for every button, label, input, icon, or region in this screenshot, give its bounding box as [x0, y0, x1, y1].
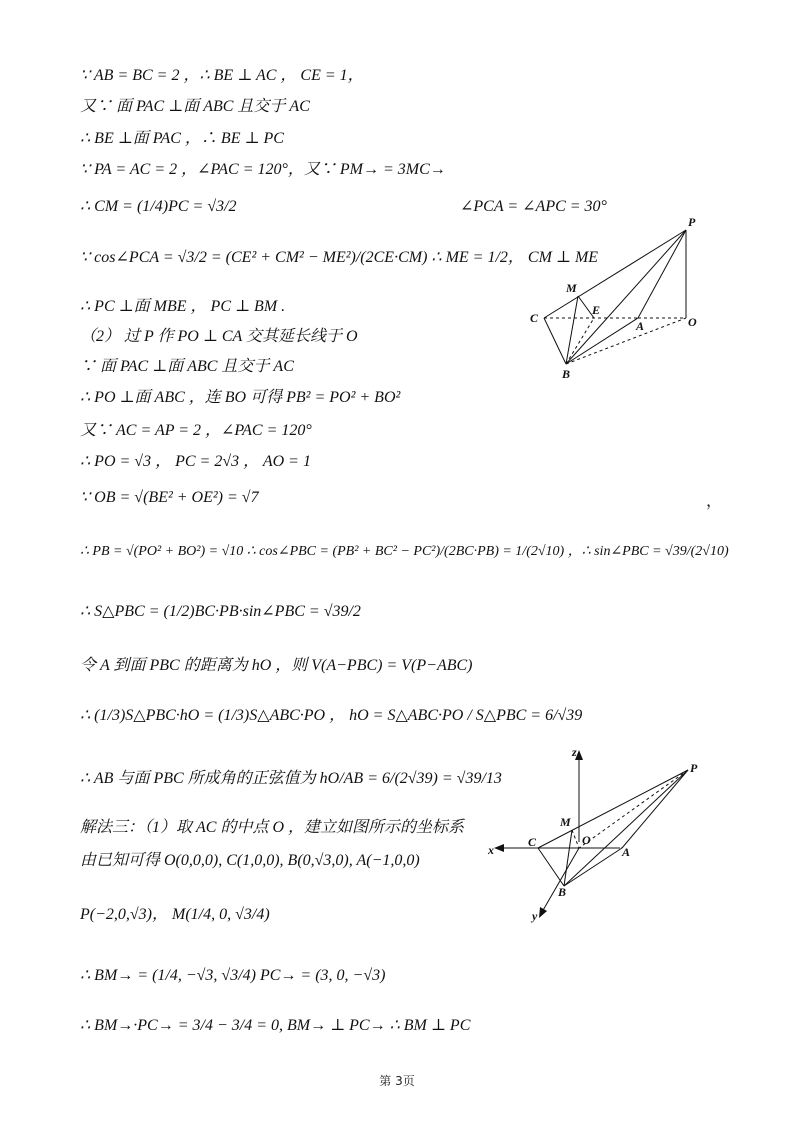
line-20: 由已知可得 O(0,0,0), C(1,0,0), B(0,√3,0), A(−1,0,0) — [80, 852, 420, 869]
label-B: B — [562, 367, 571, 381]
label-O: O — [688, 315, 697, 329]
label-A: A — [622, 845, 631, 859]
line-8: （2） 过 P 作 PO ⊥ CA 交其延长线于 O — [80, 328, 358, 345]
label-M: M — [560, 815, 571, 829]
label-E: E — [592, 303, 601, 317]
line-12: ∴ PO = √3 ， PC = 2√3 ， AO = 1 — [80, 453, 311, 470]
edge-CB — [544, 318, 566, 364]
label-y: y — [532, 909, 538, 923]
edge-MO-dashed — [572, 830, 579, 848]
line-18: ∴ AB 与面 PBC 所成角的正弦值为 hO/AB = 6/(2√39) = √39/13 — [80, 770, 502, 787]
line-5: ∴ CM = (1/4)PC = √3/2 — [80, 198, 237, 215]
label-C: C — [528, 835, 537, 849]
edge-CB — [538, 848, 564, 886]
label-C: C — [530, 311, 539, 325]
edge-BA — [564, 848, 622, 886]
label-O: O — [582, 833, 591, 847]
trailing-comma: ， — [706, 491, 723, 510]
arrow-y — [539, 907, 547, 918]
line-4: ∵ PA = AC = 2 ，∠PAC = 120°，又∵ PM→ = 3MC→ — [80, 161, 446, 178]
line-9: ∵ 面 PAC ⊥面 ABC 且交于 AC — [80, 358, 294, 375]
line-19: 解法三：（1）取 AC 的中点 O ，建立如图所示的坐标系 — [80, 819, 465, 836]
edge-PB — [566, 230, 686, 364]
label-B: B — [558, 885, 567, 899]
line-14: ∴ PB = √(PO² + BO²) = √10 ∴ cos∠PBC = (PB² + BC² − PC²)/(2BC·PB) = 1/(2√10) ，∴ sin∠PBC = √39/(2√10) — [80, 544, 729, 559]
line-15: ∴ S△PBC = (1/2)BC·PB·sin∠PBC = √39/2 — [80, 603, 361, 620]
label-x: x — [488, 843, 494, 857]
edge-PC — [538, 770, 688, 848]
line-3: ∴ BE ⊥面 PAC ，∴ BE ⊥ PC — [80, 130, 284, 147]
edge-PB — [564, 770, 688, 886]
line-16: 令 A 到面 PBC 的距离为 hO ，则 V(A−PBC) = V(P−ABC) — [80, 657, 473, 674]
edge-MB — [564, 830, 572, 886]
edge-MB — [566, 296, 578, 364]
edge-BA — [566, 318, 638, 364]
label-M: M — [566, 281, 577, 295]
edge-PA — [638, 230, 686, 318]
line-17: ∴ (1/3)S△PBC·hO = (1/3)S△ABC·PO ， hO = S△ABC·PO / S△PBC = 6/√39 — [80, 707, 583, 724]
edge-BO-dashed — [566, 318, 686, 364]
side-note: ∠PCA = ∠APC = 30° — [460, 198, 607, 215]
line-11: 又∵ AC = AP = 2 ，∠PAC = 120° — [80, 422, 312, 439]
arrow-x — [494, 844, 504, 852]
page-footer: 第 3页 — [379, 1074, 415, 1088]
figure-pyramid — [520, 212, 720, 382]
edge-PO-dashed — [579, 770, 688, 848]
line-2: 又∵ 面 PAC ⊥面 ABC 且交于 AC — [80, 98, 310, 115]
line-7: ∴ PC ⊥面 MBE ， PC ⊥ BM . — [80, 298, 286, 315]
edge-PA — [622, 770, 688, 848]
line-13: ∵ OB = √(BE² + OE²) = √7 — [80, 489, 259, 506]
label-A: A — [636, 319, 645, 333]
edge-PC — [544, 230, 686, 318]
label-P: P — [688, 215, 696, 229]
line-6: ∵ cos∠PCA = √3/2 = (CE² + CM² − ME²)/(2CE·CM) ∴ ME = 1/2， CM ⊥ ME — [80, 249, 599, 266]
line-22: ∴ BM→ = (1/4, −√3, √3/4) PC→ = (3, 0, −√3) — [80, 967, 386, 984]
line-23: ∴ BM→·PC→ = 3/4 − 3/4 = 0, BM→ ⊥ PC→ ∴ BM ⊥ PC — [80, 1017, 471, 1034]
line-21: P(−2,0,√3)， M(1/4, 0, √3/4) — [80, 906, 270, 923]
figure-coordinates — [480, 742, 710, 924]
line-10: ∴ PO ⊥面 ABC ，连 BO 可得 PB² = PO² + BO² — [80, 389, 401, 406]
label-P: P — [690, 761, 698, 775]
line-1: ∵ AB = BC = 2 ，∴ BE ⊥ AC ， CE = 1， — [80, 67, 364, 84]
label-z: z — [572, 745, 577, 759]
